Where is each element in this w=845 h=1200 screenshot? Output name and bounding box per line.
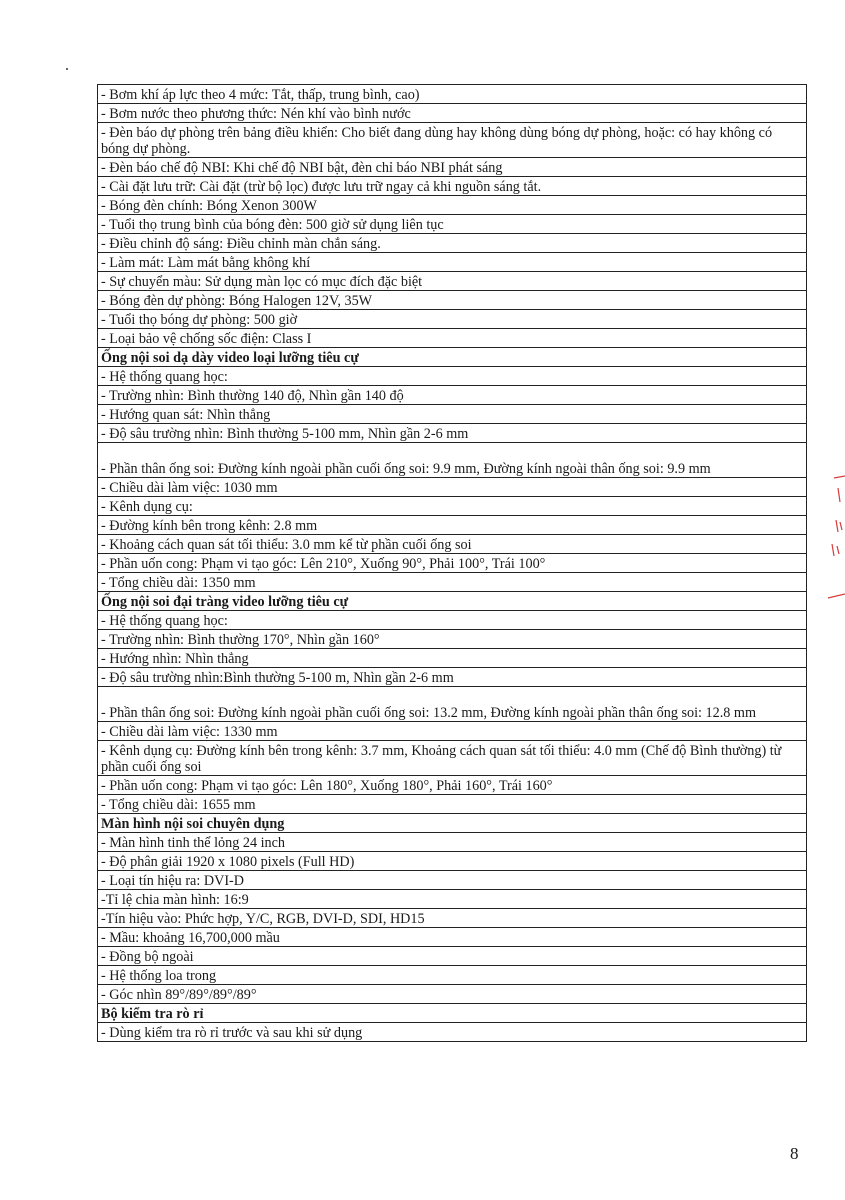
spec-item: - Phần thân ống soi: Đường kính ngoài phần cuối ống soi: 13.2 mm, Đường kính ngoài phần thân ống soi: 12.8 mm — [98, 687, 807, 722]
table-row — [98, 852, 807, 871]
spec-item: - Chiều dài làm việc: 1330 mm — [98, 722, 807, 741]
table-row — [98, 741, 807, 776]
table-row — [98, 871, 807, 890]
table-row — [98, 554, 807, 573]
spec-item: - Kênh dụng cụ: — [98, 497, 807, 516]
spec-item: - Kênh dụng cụ: Đường kính bên trong kênh: 3.7 mm, Khoảng cách quan sát tối thiểu: 4.0 mm (Chế độ Bình thường) từ phần cuối ống soi — [98, 741, 807, 776]
table-row — [98, 630, 807, 649]
table-row — [98, 177, 807, 196]
table-row — [98, 123, 807, 158]
table-row — [98, 424, 807, 443]
stamp-edge-mark — [826, 470, 845, 610]
table-row — [98, 928, 807, 947]
spec-item: - Phần uốn cong: Phạm vi tạo góc: Lên 180°, Xuống 180°, Phải 160°, Trái 160° — [98, 776, 807, 795]
table-row — [98, 687, 807, 722]
spec-item: -Tín hiệu vào: Phức hợp, Y/C, RGB, DVI-D, SDI, HD15 — [98, 909, 807, 928]
spec-item: - Tuổi thọ trung bình của bóng đèn: 500 giờ sử dụng liên tục — [98, 215, 807, 234]
section-heading: Ống nội soi dạ dày video loại lưỡng tiêu cự — [98, 348, 807, 367]
spec-item: - Bơm khí áp lực theo 4 mức: Tắt, thấp, trung bình, cao) — [98, 85, 807, 104]
table-row — [98, 722, 807, 741]
spec-item: - Độ sâu trường nhìn: Bình thường 5-100 mm, Nhìn gần 2-6 mm — [98, 424, 807, 443]
spec-item: - Màn hình tinh thể lỏng 24 inch — [98, 833, 807, 852]
table-row — [98, 497, 807, 516]
spec-item: -Tỉ lệ chia màn hình: 16:9 — [98, 890, 807, 909]
table-row — [98, 104, 807, 123]
spec-item: - Điều chỉnh độ sáng: Điều chỉnh màn chắn sáng. — [98, 234, 807, 253]
specification-table-body — [98, 85, 807, 1042]
spec-item: - Hệ thống loa trong — [98, 966, 807, 985]
spec-item: - Trường nhìn: Bình thường 170°, Nhìn gần 160° — [98, 630, 807, 649]
spec-item: - Đèn báo dự phòng trên bảng điều khiển: Cho biết đang dùng hay không dùng bóng dự phòng, hoặc: có hay không có bóng dự phòng. — [98, 123, 807, 158]
scan-speck — [66, 68, 68, 70]
spec-item: - Đồng bộ ngoài — [98, 947, 807, 966]
table-row — [98, 573, 807, 592]
table-row — [98, 649, 807, 668]
table-row — [98, 310, 807, 329]
table-row — [98, 776, 807, 795]
spec-item: - Tổng chiều dài: 1350 mm — [98, 573, 807, 592]
table-row — [98, 291, 807, 310]
spec-item: - Hướng quan sát: Nhìn thẳng — [98, 405, 807, 424]
table-row — [98, 833, 807, 852]
table-row — [98, 196, 807, 215]
spec-item: - Hệ thống quang học: — [98, 611, 807, 630]
table-row — [98, 516, 807, 535]
spec-item: - Làm mát: Làm mát bằng không khí — [98, 253, 807, 272]
spec-item: - Hệ thống quang học: — [98, 367, 807, 386]
spec-item: - Trường nhìn: Bình thường 140 độ, Nhìn gần 140 độ — [98, 386, 807, 405]
spec-item: - Đèn báo chế độ NBI: Khi chế độ NBI bật, đèn chỉ báo NBI phát sáng — [98, 158, 807, 177]
section-heading: Màn hình nội soi chuyên dụng — [98, 814, 807, 833]
spec-item: - Loại tín hiệu ra: DVI-D — [98, 871, 807, 890]
table-row — [98, 272, 807, 291]
spec-item: - Bóng đèn chính: Bóng Xenon 300W — [98, 196, 807, 215]
table-row — [98, 329, 807, 348]
table-row — [98, 215, 807, 234]
spec-item: - Độ sâu trường nhìn:Bình thường 5-100 m, Nhìn gần 2-6 mm — [98, 668, 807, 687]
table-row — [98, 535, 807, 554]
spec-item: - Góc nhìn 89°/89°/89°/89° — [98, 985, 807, 1004]
spec-item: - Mầu: khoảng 16,700,000 mầu — [98, 928, 807, 947]
spec-item: - Đường kính bên trong kênh: 2.8 mm — [98, 516, 807, 535]
spec-item: - Khoảng cách quan sát tối thiểu: 3.0 mm kể từ phần cuối ống soi — [98, 535, 807, 554]
table-row — [98, 668, 807, 687]
spec-item: - Phần uốn cong: Phạm vi tạo góc: Lên 210°, Xuống 90°, Phải 100°, Trái 100° — [98, 554, 807, 573]
table-row — [98, 158, 807, 177]
spec-item: - Tuổi thọ bóng dự phòng: 500 giờ — [98, 310, 807, 329]
table-row — [98, 443, 807, 478]
table-row — [98, 478, 807, 497]
spec-item: - Loại bảo vệ chống sốc điện: Class I — [98, 329, 807, 348]
section-row — [98, 1004, 807, 1023]
section-row — [98, 348, 807, 367]
table-row — [98, 795, 807, 814]
spec-item: - Cài đặt lưu trữ: Cài đặt (trừ bộ lọc) được lưu trữ ngay cả khi nguồn sáng tắt. — [98, 177, 807, 196]
table-row — [98, 1023, 807, 1042]
spec-item: - Bơm nước theo phương thức: Nén khí vào bình nước — [98, 104, 807, 123]
section-heading: Bộ kiểm tra rò rỉ — [98, 1004, 807, 1023]
table-row — [98, 234, 807, 253]
table-row — [98, 947, 807, 966]
section-row — [98, 592, 807, 611]
table-row — [98, 966, 807, 985]
section-heading: Ống nội soi đại tràng video lưỡng tiêu cự — [98, 592, 807, 611]
table-row — [98, 985, 807, 1004]
spec-item: - Hướng nhìn: Nhìn thẳng — [98, 649, 807, 668]
table-row — [98, 890, 807, 909]
spec-item: - Độ phân giải 1920 x 1080 pixels (Full HD) — [98, 852, 807, 871]
section-row — [98, 814, 807, 833]
spec-item: - Bóng đèn dự phòng: Bóng Halogen 12V, 35W — [98, 291, 807, 310]
spec-item: - Dùng kiểm tra rò rỉ trước và sau khi sử dụng — [98, 1023, 807, 1042]
table-row — [98, 85, 807, 104]
table-row — [98, 405, 807, 424]
specification-table — [97, 84, 807, 1042]
table-row — [98, 253, 807, 272]
spec-item: - Chiều dài làm việc: 1030 mm — [98, 478, 807, 497]
table-row — [98, 367, 807, 386]
spec-item: - Tổng chiều dài: 1655 mm — [98, 795, 807, 814]
table-row — [98, 909, 807, 928]
table-row — [98, 611, 807, 630]
spec-item: - Phần thân ống soi: Đường kính ngoài phần cuối ống soi: 9.9 mm, Đường kính ngoài thân ống soi: 9.9 mm — [98, 443, 807, 478]
spec-item: - Sự chuyển màu: Sử dụng màn lọc có mục đích đặc biệt — [98, 272, 807, 291]
page-number: 8 — [790, 1144, 799, 1163]
table-row — [98, 386, 807, 405]
